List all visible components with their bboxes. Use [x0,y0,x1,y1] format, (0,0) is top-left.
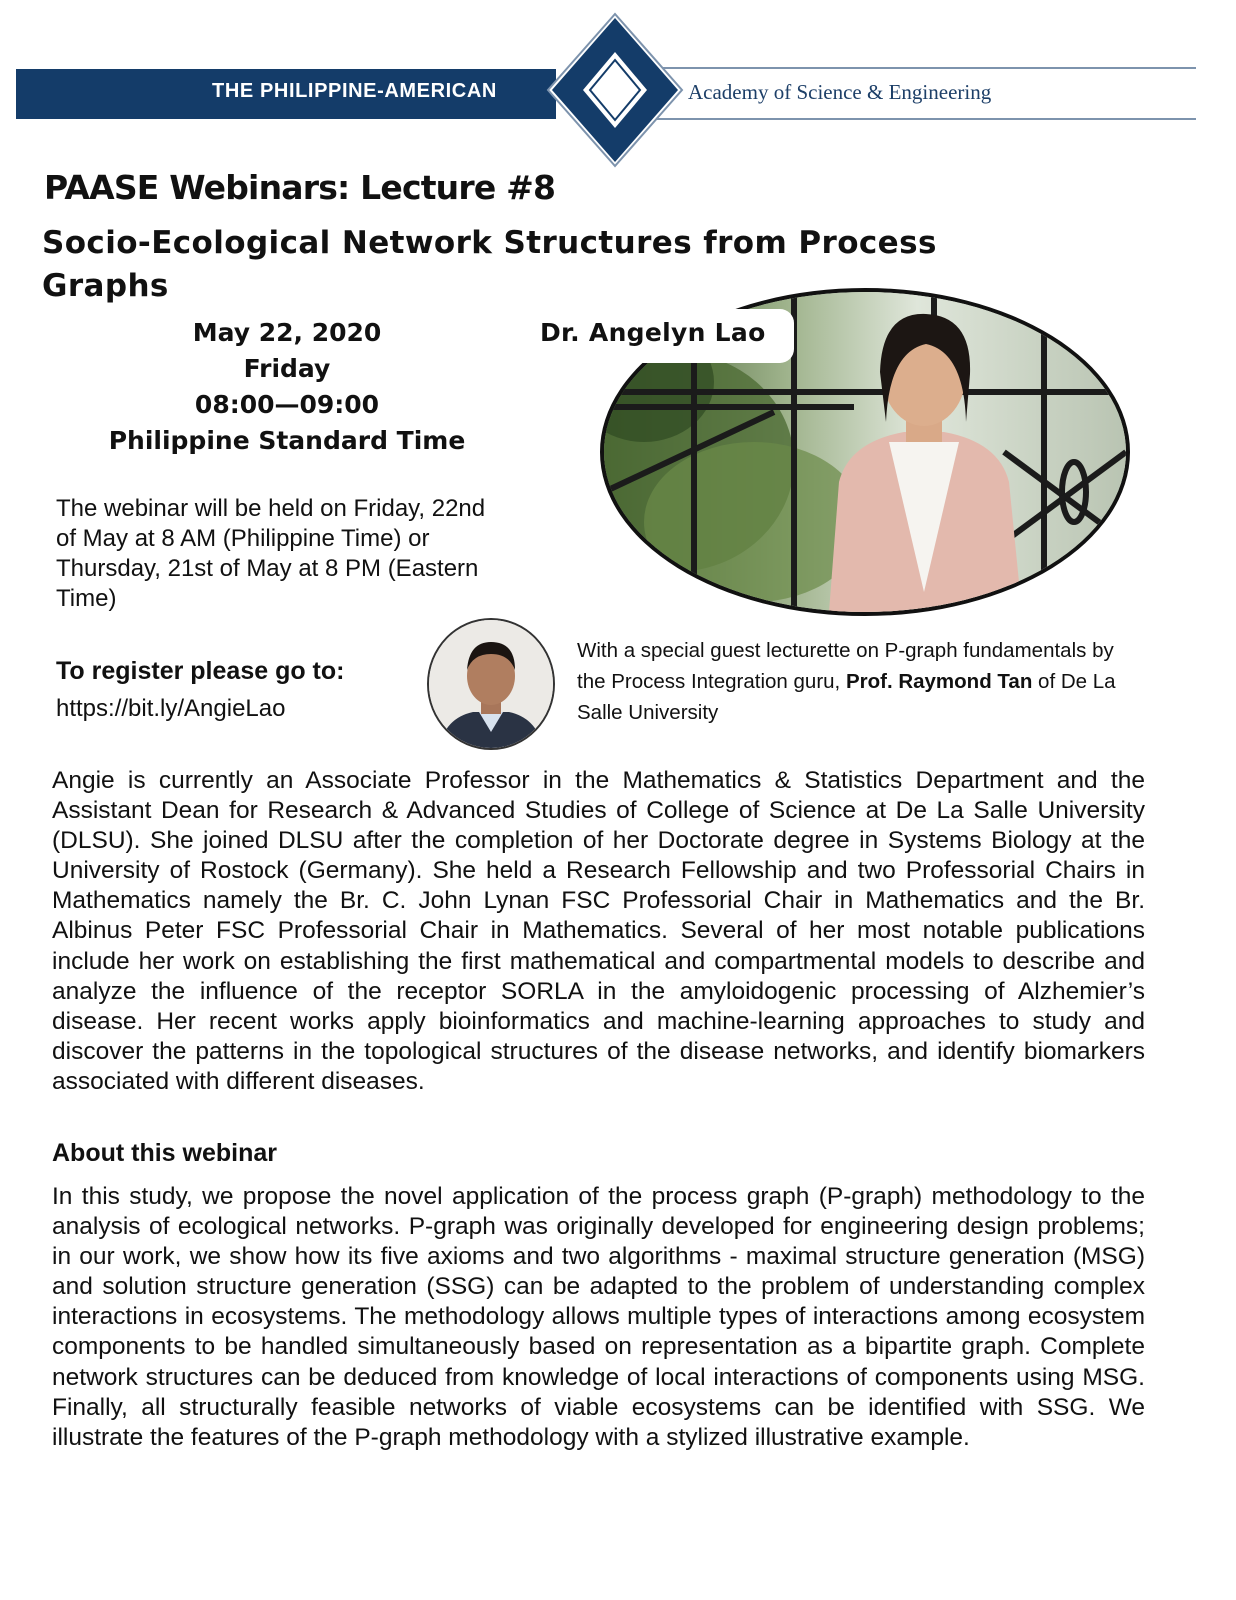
speaker-name: Dr. Angelyn Lao [540,318,766,347]
event-time: 08:00—09:00 [194,390,380,419]
paase-logo-icon [530,12,700,172]
event-timezone: Philippine Standard Time [108,426,466,455]
event-date: May 22, 2020 [192,318,382,347]
lecture-title: Socio-Ecological Network Structures from Process Graphs [42,225,937,304]
guest-photo-illustration [429,620,553,748]
event-day: Friday [243,354,331,383]
header-left-text: THE PHILIPPINE-AMERICAN [212,80,497,102]
register-label: To register please go to: [56,657,345,685]
speaker-bio: Angie is currently an Associate Professor in the Mathematics & Statistics Department and the Assistant Dean for Research & Advanced Studies of College of Science at De La Salle University (DLSU). She joined DLSU after the completion of her Doctorate degree in Systems Biology at the University of Rostock (Germany). She held a Research Fellowship and two Professorial Chairs in Mathematics namely the Br. C. John Lynan FSC Professorial Chair in Mathematics and the Br. Albinus Peter FSC Professorial Chair in Mathematics. Several of her most notable publications include her work on establishing the first mathematical and compartmental models to describe and analyze the influence of the receptor SORLA in the amyloidogenic processing of Alzhemier’s disease. Her recent works apply bioinformatics and machine-learning approaches to study and discover the patterns in the topological structures of the disease networks, and identify biomarkers associated with different diseases. [52,767,1145,1095]
guest-name: Prof. Raymond Tan [845,670,1033,693]
header-rule-top [630,67,1196,69]
schedule-block [80,315,494,459]
guest-text-before: With a special guest lecturette on P-graph fundamentals by the Process Integration guru, [577,639,1114,693]
webinar-abstract: In this study, we propose the novel application of the process graph (P-graph) methodology to the analysis of ecological networks. P-graph was originally developed for engineering design problems; in our work, we show how its five axioms and two algorithms - maximal structure generation (MSG) and solution structure generation (SSG) can be adapted to the problem of understanding complex interactions in ecosystems. The methodology allows multiple types of interactions among ecosystem components to be handled simultaneously based on representation as a bipartite graph. Complete network structures can be deduced from knowledge of local interactions of components using MSG. Finally, all structurally feasible networks of viable ecosystems can be identified with SSG. We illustrate the features of the P-graph methodology with a stylized illustrative example. [52,1183,1145,1451]
header-rule-bottom [630,118,1196,120]
header-right-text: Academy of Science & Engineering [688,80,992,104]
guest-text-after: of De La Salle University [577,670,1116,724]
webinar-schedule-text: The webinar will be held on Friday, 22nd of May at 8 AM (Philippine Time) or Thursday, 21st of May at 8 PM (Eastern Time) [56,495,486,612]
series-title: PAASE Webinars: Lecture #8 [44,168,556,207]
about-heading: About this webinar [52,1139,277,1167]
guest-lecturette-text [577,635,1147,728]
register-link[interactable]: https://bit.ly/AngieLao [56,695,286,722]
guest-photo [427,618,555,750]
